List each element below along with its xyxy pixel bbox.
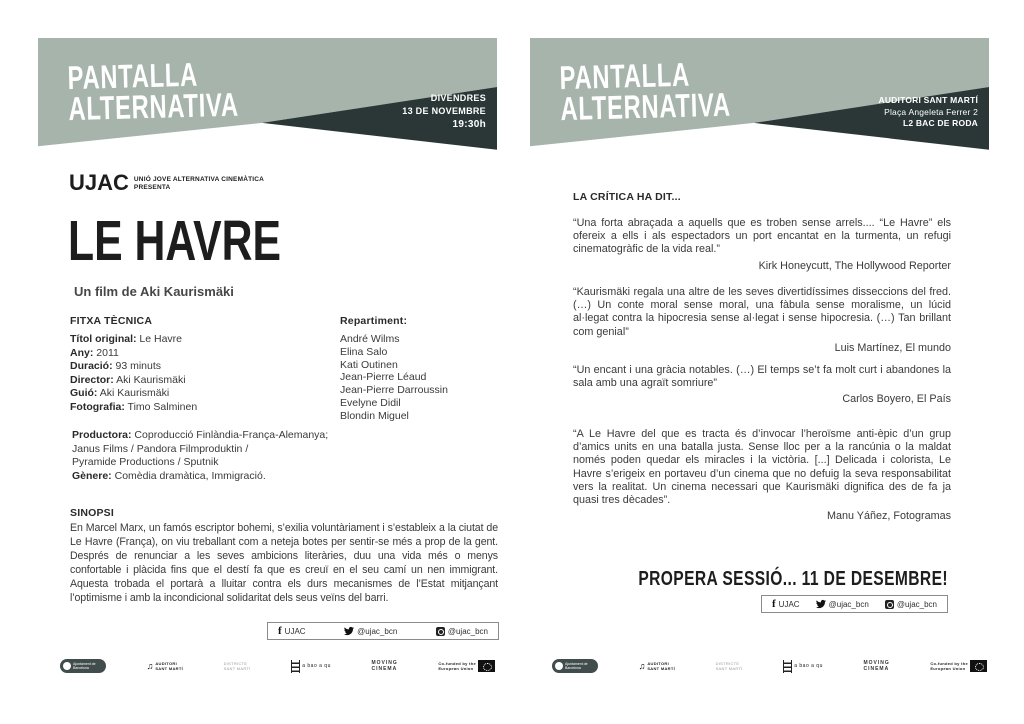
flyer-page-critics: [530, 38, 989, 690]
fitxa-row: Títol original: Le Havre: [70, 333, 183, 345]
production-line: Pyramide Productions / Sputnik: [72, 456, 219, 468]
cast-name: Jean-Pierre Darroussin: [340, 384, 448, 397]
figure-icon: ♫: [146, 661, 154, 671]
header-banner: [530, 38, 989, 152]
brand-logotype: [559, 55, 797, 128]
critic-quote: [573, 364, 951, 407]
auditori-sant-marti-logo: ♫ AUDITORI SANT MARTÍ: [638, 661, 675, 671]
production-line: Janus Films / Pandora Filmproduktin /: [72, 442, 249, 455]
quote-text: “Una forta abraçada a aquells que es troben sense arrels.... “Le Havre” els ofereix a ells i als espectadors un port encantat en la turmenta, un refugi cinematogràfic de la vida real.”: [573, 217, 951, 256]
figure-icon: ♫: [638, 661, 646, 671]
presenter-lockup: [69, 170, 265, 195]
eu-flag-icon: [970, 660, 987, 672]
fitxa-rows: [70, 333, 197, 414]
twitter-handle: @ujac_bcn: [344, 626, 397, 636]
partner-logos: [552, 650, 987, 682]
instagram-icon: [885, 600, 894, 609]
film-subtitle: Un film de Aki Kaurismäki: [74, 284, 234, 299]
instagram-handle: @ujac_bcn: [436, 627, 488, 636]
cast-name: Blondin Miguel: [340, 409, 409, 422]
quote-attribution: Luis Martínez, El mundo: [834, 341, 951, 354]
twitter-icon: [816, 599, 826, 609]
brand-line2: ALTERNATIVA: [559, 85, 732, 128]
facebook-icon: f: [772, 598, 776, 610]
brand-line2: ALTERNATIVA: [67, 85, 240, 128]
moving-cinema-logo: MOVING CINEMA: [371, 660, 398, 672]
presenter-name: UNIÓ JOVE ALTERNATIVA CINEMÀTICA: [133, 176, 265, 183]
venue-name: AUDITORI SANT MARTÍ: [878, 95, 978, 105]
moving-cinema-logo: MOVING CINEMA: [863, 660, 890, 672]
sinopsi-text: En Marcel Marx, un famós escriptor bohemi, s’exilia voluntàriament i s’estableix a la ciutat de Le Havre (França), on viu treballant com a neteja botes per sentir-se més a prop de la gent. Després de renunciar a les seves ambicions literàries, duu una vida més o menys confortable i plàcida fins que el destí fa que es creuï en el seu camí un nen immigrant. Aquesta trobada el portarà a lluitar contra els durs mecanismes de l’Estat mitjançant l’optimisme i amb la incondicional solidaritat dels seus veïns del barri.: [70, 522, 498, 604]
cast-name: Kati Outinen: [340, 358, 398, 371]
quote-text: “Kaurismäki regala una altre de les seves divertidíssimes disseccions del fred. (…) Un conte moral sense moral, una fàbula sense moralisme, un lúcid al·legat contra la hipocresia sense al·legat i sense hipocresia. (…) Tan brillant com genial”: [573, 286, 951, 338]
instagram-handle: @ujac_bcn: [885, 600, 937, 609]
cast-name: Jean-Pierre Léaud: [340, 371, 427, 384]
flyer-page-film: [38, 38, 497, 690]
fitxa-row: Guió: Aki Kaurismäki: [70, 387, 170, 399]
auditori-sant-marti-logo: ♫ AUDITORI SANT MARTÍ: [146, 661, 183, 671]
eu-cofunded-logo: Co-funded by the European Union: [930, 660, 987, 672]
cast-name: Evelyne Didil: [340, 396, 401, 409]
presenter-acronym: UJAC: [69, 170, 129, 195]
critics-heading: LA CRÍTICA HA DIT...: [573, 191, 681, 203]
session-day: DIVENDRES: [430, 93, 486, 103]
fitxa-row: Any: 2011: [70, 346, 119, 359]
districte-sant-marti-logo: DISTRICTE SANT MARTÍ: [223, 661, 251, 671]
critic-quote: [573, 286, 951, 355]
quote-attribution: Manu Yáñez, Fotogramas: [826, 510, 951, 523]
cast-heading: Repartiment:: [340, 315, 408, 327]
presenter-presents: PRESENTA: [133, 184, 171, 191]
quote-attribution: Kirk Honeycutt, The Hollywood Reporter: [758, 259, 951, 272]
brand-line1: PANTALLA: [67, 55, 199, 97]
header-banner: [38, 38, 497, 152]
ajuntament-barcelona-logo: Ajuntament de Barcelona: [552, 659, 598, 673]
session-info: [402, 92, 486, 131]
venue-metro: L2 BAC DE RODA: [902, 118, 978, 128]
session-date: 13 DE NOVEMBRE: [402, 106, 486, 116]
cast-list: [340, 333, 448, 423]
quote-text: “Un encant i una gràcia notables. (…) El temps se’t fa molt curt i abandones la sala amb una agraït somriure”: [573, 364, 951, 390]
facebook-handle: f UJAC: [278, 625, 306, 637]
critic-quote: [573, 217, 951, 273]
fitxa-row: Director: Aki Kaurismäki: [70, 373, 186, 386]
venue-address: Plaça Angeleta Ferrer 2: [884, 106, 978, 117]
a-bao-a-qu-logo: a bao a qu: [783, 660, 823, 673]
ladder-icon: [783, 660, 792, 673]
cast-name: Elina Salo: [340, 345, 388, 358]
venue-info: [879, 95, 979, 130]
brand-logotype: [67, 55, 305, 128]
facebook-handle: f UJAC: [772, 598, 800, 610]
cast-name: André Wilms: [340, 333, 400, 345]
presenter-tagline: [134, 174, 264, 192]
sinopsi-heading: SINOPSI: [70, 507, 114, 519]
fitxa-heading: FITXA TÈCNICA: [70, 315, 153, 327]
social-bar: [761, 595, 948, 613]
instagram-icon: [436, 627, 445, 636]
quote-text: “A Le Havre del que es tracta és d’invocar l’heroïsme anti-èpic d’un grup d’amics units en una batalla justa. Sense lloc per a la rancúnia o la maldat només poden quedar els miracles i la victòria. [...] Delicada i colorista, Le Havre s’erigeix en portaveu d’un cinema que no defuig la seva responsabilitat vers la realitat. Un cinema necessari que Kaurismäki dignifica des de fa ja quasi tres dècades”.: [573, 428, 951, 507]
fitxa-row: Fotografia: Timo Salminen: [70, 400, 198, 413]
ajuntament-barcelona-logo: Ajuntament de Barcelona: [60, 659, 106, 673]
ajuntament-emblem-icon: [555, 662, 563, 670]
session-time: 19:30h: [452, 119, 486, 130]
ladder-icon: [291, 660, 300, 673]
facebook-icon: f: [278, 625, 282, 637]
film-title: LE HAVRE: [68, 209, 281, 273]
partner-logos: [60, 650, 495, 682]
quote-attribution: Carlos Boyero, El País: [842, 393, 951, 406]
production-line: Productora: Coproducció Finlàndia-França-Alemanya;: [72, 429, 329, 441]
eu-flag-icon: [478, 660, 495, 672]
eu-cofunded-logo: Co-funded by the European Union: [438, 660, 495, 672]
production-block: [72, 429, 328, 483]
genre-line: Gènere: Comèdia dramàtica, Immigració.: [72, 469, 266, 482]
a-bao-a-qu-logo: a bao a qu: [291, 660, 331, 673]
social-bar: [267, 622, 499, 640]
twitter-handle: @ujac_bcn: [816, 599, 869, 609]
next-session-banner: PROPERA SESSIÓ... 11 DE DESEMBRE!: [638, 568, 948, 590]
brand-line1: PANTALLA: [559, 55, 691, 97]
districte-sant-marti-logo: DISTRICTE SANT MARTÍ: [715, 661, 743, 671]
ajuntament-emblem-icon: [63, 662, 71, 670]
critic-quote: [573, 428, 951, 523]
twitter-icon: [344, 626, 354, 636]
fitxa-row: Duració: 93 minuts: [70, 360, 162, 372]
